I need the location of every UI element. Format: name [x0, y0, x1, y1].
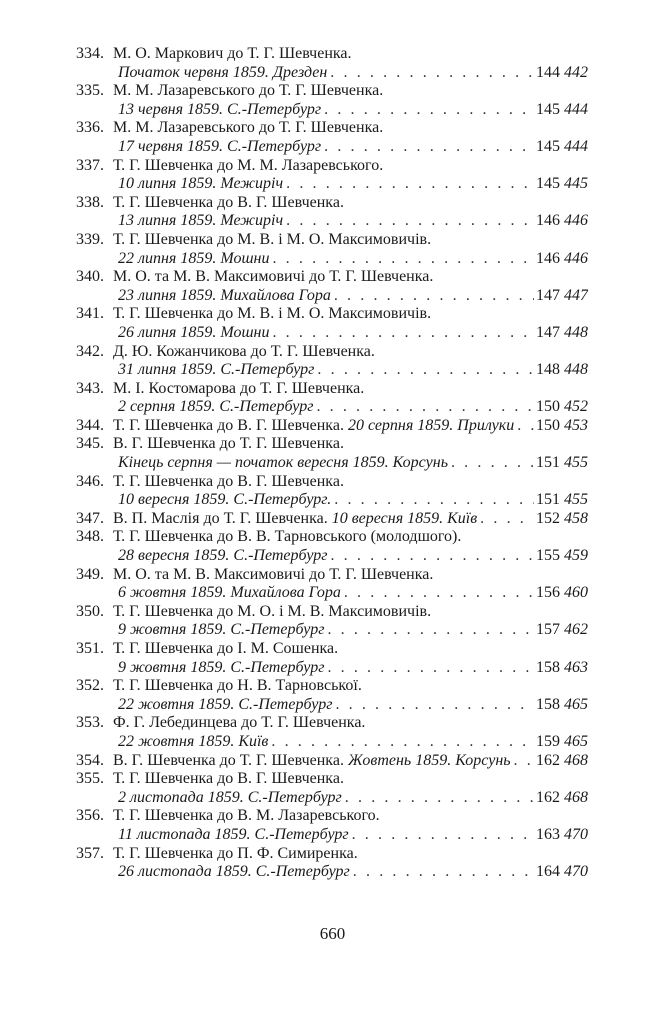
comment-page: 465: [564, 695, 588, 713]
text-page: 159: [536, 732, 560, 750]
entry-number: 337.: [76, 156, 104, 174]
dot-leader: [313, 398, 534, 417]
dot-leader: [321, 138, 534, 157]
toc-entry: [76, 194, 588, 231]
toc-entry: [76, 677, 588, 714]
entry-date-place: 2 серпня 1859. С.-Петербург: [118, 398, 314, 416]
comment-page: 446: [564, 249, 588, 267]
text-page: 145: [536, 100, 560, 118]
entry-date-place: 23 липня 1859. Михайлова Гора: [118, 286, 331, 304]
toc-entry: [76, 231, 588, 268]
entry-date-place: 13 червня 1859. С.-Петербург: [118, 100, 322, 118]
entry-date-place: 28 вересня 1859. С.-Петербург: [118, 547, 328, 565]
dot-leader: [269, 324, 534, 343]
dot-leader: [324, 621, 534, 640]
toc-entry: [76, 566, 588, 603]
entry-number: 348.: [76, 528, 104, 546]
text-page: 145: [536, 175, 560, 193]
toc-entry: [76, 380, 588, 417]
comment-page: 463: [564, 658, 588, 676]
entry-date-place: 9 жовтня 1859. С.-Петербург: [118, 621, 325, 639]
entry-heading: Т. Г. Шевченка до І. М. Сошенка.: [113, 640, 339, 657]
text-page: 156: [536, 584, 560, 602]
entry-date-place: Кінець серпня — початок вересня 1859. Корсунь: [118, 454, 448, 472]
toc-entry: [76, 45, 588, 82]
comment-page: 458: [564, 509, 588, 527]
entry-heading: Т. Г. Шевченка до В. В. Тарновського (молодшого).: [113, 528, 462, 546]
entry-heading: Т. Г. Шевченка до М. В. і М. О. Максимовичів.: [113, 230, 432, 248]
toc-entry: [76, 845, 588, 882]
dot-leader: [511, 752, 534, 771]
dot-leader: [283, 175, 534, 194]
dot-leader: [448, 454, 534, 473]
entry-heading: Т. Г. Шевченка до М. О. і М. В. Максимовичів.: [113, 602, 432, 620]
entry-number: 341.: [76, 305, 104, 323]
dot-leader: [331, 491, 534, 510]
text-page: 147: [536, 286, 560, 304]
entry-date-place: 2 листопада 1859. С.-Петербург: [118, 788, 342, 806]
entry-number: 345.: [76, 435, 104, 453]
dot-leader: [327, 547, 534, 566]
comment-page: 444: [564, 100, 588, 118]
toc-entry: [76, 640, 588, 677]
text-page: 148: [536, 361, 560, 379]
entry-number: 339.: [76, 230, 104, 248]
entry-number: 356.: [76, 807, 104, 825]
entry-heading: М. І. Костомарова до Т. Г. Шевченка.: [113, 379, 365, 397]
toc-entry: [76, 305, 588, 342]
entry-number: 343.: [76, 379, 104, 397]
toc-entry: [76, 157, 588, 194]
text-page: 145: [536, 137, 560, 155]
page-number: 660: [319, 924, 346, 943]
entry-date-place: 17 червня 1859. С.-Петербург: [118, 137, 322, 155]
toc-entry: [76, 510, 588, 529]
text-page: 151: [536, 491, 560, 509]
entry-number: 334.: [76, 45, 104, 62]
comment-page: 468: [564, 788, 588, 806]
entry-number: 346.: [76, 472, 104, 490]
entry-date-place: 20 серпня 1859. Прилуки: [347, 416, 515, 434]
toc-entry: [76, 603, 588, 640]
text-page: 150: [536, 416, 560, 434]
dot-leader: [514, 417, 534, 436]
entry-number: 352.: [76, 677, 104, 695]
toc-entry: [76, 417, 588, 436]
dot-leader: [350, 863, 534, 882]
entry-date-place: 13 липня 1859. Межиріч: [118, 212, 284, 230]
comment-page: 448: [564, 323, 588, 341]
comment-page: 465: [564, 732, 588, 750]
toc-entry: [76, 343, 588, 380]
text-page: 146: [536, 249, 560, 267]
entry-date-place: 10 липня 1859. Межиріч: [118, 175, 284, 193]
toc-entry: [76, 752, 588, 771]
dot-leader: [327, 64, 534, 83]
entry-date-place: 11 листопада 1859. С.-Петербург: [118, 825, 349, 843]
dot-leader: [331, 287, 534, 306]
toc-entry: [76, 807, 588, 844]
entry-date-place: 26 липня 1859. Мошни: [118, 323, 270, 341]
entry-date-place: Жовтень 1859. Корсунь: [347, 751, 511, 769]
toc-entry: [76, 770, 588, 807]
dot-leader: [314, 361, 534, 380]
text-page: 157: [536, 621, 560, 639]
table-of-contents: [76, 45, 588, 882]
comment-page: 445: [564, 175, 588, 193]
entry-number: 342.: [76, 342, 104, 360]
text-page: 155: [536, 547, 560, 565]
entry-date-place: 6 жовтня 1859. Михайлова Гора: [118, 584, 341, 602]
text-page: 152: [536, 509, 560, 527]
entry-number: 350.: [76, 602, 104, 620]
entry-heading: В. Г. Шевченка до Т. Г. Шевченка.: [113, 751, 344, 769]
text-page: 144: [536, 63, 560, 81]
entry-heading: В. П. Маслія до Т. Г. Шевченка.: [113, 509, 328, 527]
dot-leader: [332, 696, 534, 715]
text-page: 158: [536, 695, 560, 713]
entry-heading: Т. Г. Шевченка до В. Г. Шевченка.: [113, 416, 344, 434]
toc-entry: [76, 473, 588, 510]
entry-heading: Т. Г. Шевченка до Н. В. Тарновської.: [113, 677, 362, 695]
entry-date-place: 22 липня 1859. Мошни: [118, 249, 270, 267]
entry-heading: Т. Г. Шевченка до М. В. і М. О. Максимовичів.: [113, 305, 432, 323]
text-page: 163: [536, 825, 560, 843]
toc-entry: [76, 714, 588, 751]
entry-heading: Т. Г. Шевченка до В. М. Лазаревського.: [113, 807, 380, 825]
text-page: 146: [536, 212, 560, 230]
entry-number: 340.: [76, 268, 104, 286]
text-page: 151: [536, 454, 560, 472]
dot-leader: [341, 584, 534, 603]
text-page: 158: [536, 658, 560, 676]
toc-entry: [76, 268, 588, 305]
entry-number: 349.: [76, 565, 104, 583]
comment-page: 470: [564, 825, 588, 843]
dot-leader: [268, 733, 534, 752]
text-page: 162: [536, 751, 560, 769]
entry-number: 347.: [76, 509, 104, 527]
entry-number: 354.: [76, 751, 104, 769]
entry-heading: Т. Г. Шевченка до В. Г. Шевченка.: [113, 193, 344, 211]
comment-page: 442: [564, 63, 588, 81]
dot-leader: [321, 101, 534, 120]
comment-page: 444: [564, 137, 588, 155]
toc-entry: [76, 119, 588, 156]
entry-heading: В. Г. Шевченка до Т. Г. Шевченка.: [113, 435, 344, 453]
comment-page: 452: [564, 398, 588, 416]
dot-leader: [269, 250, 534, 269]
dot-leader: [324, 659, 534, 678]
comment-page: 448: [564, 361, 588, 379]
entry-number: 353.: [76, 714, 104, 732]
comment-page: 459: [564, 547, 588, 565]
toc-entry: [76, 82, 588, 119]
entry-date-place: 22 жовтня 1859. С.-Петербург: [118, 695, 333, 713]
text-page: 162: [536, 788, 560, 806]
comment-page: 453: [564, 416, 588, 434]
comment-page: 462: [564, 621, 588, 639]
comment-page: 468: [564, 751, 588, 769]
entry-date-place: 26 листопада 1859. С.-Петербург: [118, 863, 350, 881]
entry-number: 351.: [76, 640, 104, 657]
entry-heading: М. О. та М. В. Максимовичі до Т. Г. Шевченка.: [113, 268, 434, 286]
text-page: 150: [536, 398, 560, 416]
entry-heading: Т. Г. Шевченка до М. М. Лазаревського.: [113, 156, 384, 174]
entry-heading: М. О. Маркович до Т. Г. Шевченка.: [113, 45, 352, 62]
entry-date-place: Початок червня 1859. Дрезден: [118, 63, 328, 81]
comment-page: 455: [564, 454, 588, 472]
entry-number: 357.: [76, 844, 104, 862]
dot-leader: [477, 510, 534, 529]
comment-page: 460: [564, 584, 588, 602]
entry-heading: Т. Г. Шевченка до В. Г. Шевченка.: [113, 770, 344, 788]
entry-date-place: 22 жовтня 1859. Київ: [118, 732, 269, 750]
comment-page: 447: [564, 286, 588, 304]
comment-page: 470: [564, 863, 588, 881]
entry-heading: Т. Г. Шевченка до П. Ф. Симиренка.: [113, 844, 358, 862]
comment-page: 446: [564, 212, 588, 230]
entry-heading: Ф. Г. Лебединцева до Т. Г. Шевченка.: [113, 714, 366, 732]
entry-date-place: 10 вересня 1859. Київ: [331, 509, 478, 527]
toc-entry: [76, 528, 588, 565]
text-page: 147: [536, 323, 560, 341]
dot-leader: [342, 789, 534, 808]
entry-number: 335.: [76, 82, 104, 100]
entry-date-place: 31 липня 1859. С.-Петербург: [118, 361, 315, 379]
entry-heading: Д. Ю. Кожанчикова до Т. Г. Шевченка.: [113, 342, 375, 360]
entry-heading: М. М. Лазаревського до Т. Г. Шевченка.: [113, 119, 384, 137]
toc-entry: [76, 435, 588, 472]
entry-heading: Т. Г. Шевченка до В. Г. Шевченка.: [113, 472, 344, 490]
comment-page: 455: [564, 491, 588, 509]
entry-number: 355.: [76, 770, 104, 788]
entry-date-place: 10 вересня 1859. С.-Петербург.: [118, 491, 332, 509]
dot-leader: [283, 212, 534, 231]
entry-number: 344.: [76, 416, 104, 434]
entry-date-place: 9 жовтня 1859. С.-Петербург: [118, 658, 325, 676]
entry-number: 336.: [76, 119, 104, 137]
dot-leader: [349, 826, 534, 845]
text-page: 164: [536, 863, 560, 881]
entry-number: 338.: [76, 193, 104, 211]
entry-heading: М. М. Лазаревського до Т. Г. Шевченка.: [113, 82, 384, 100]
entry-heading: М. О. та М. В. Максимовичі до Т. Г. Шевченка.: [113, 565, 434, 583]
